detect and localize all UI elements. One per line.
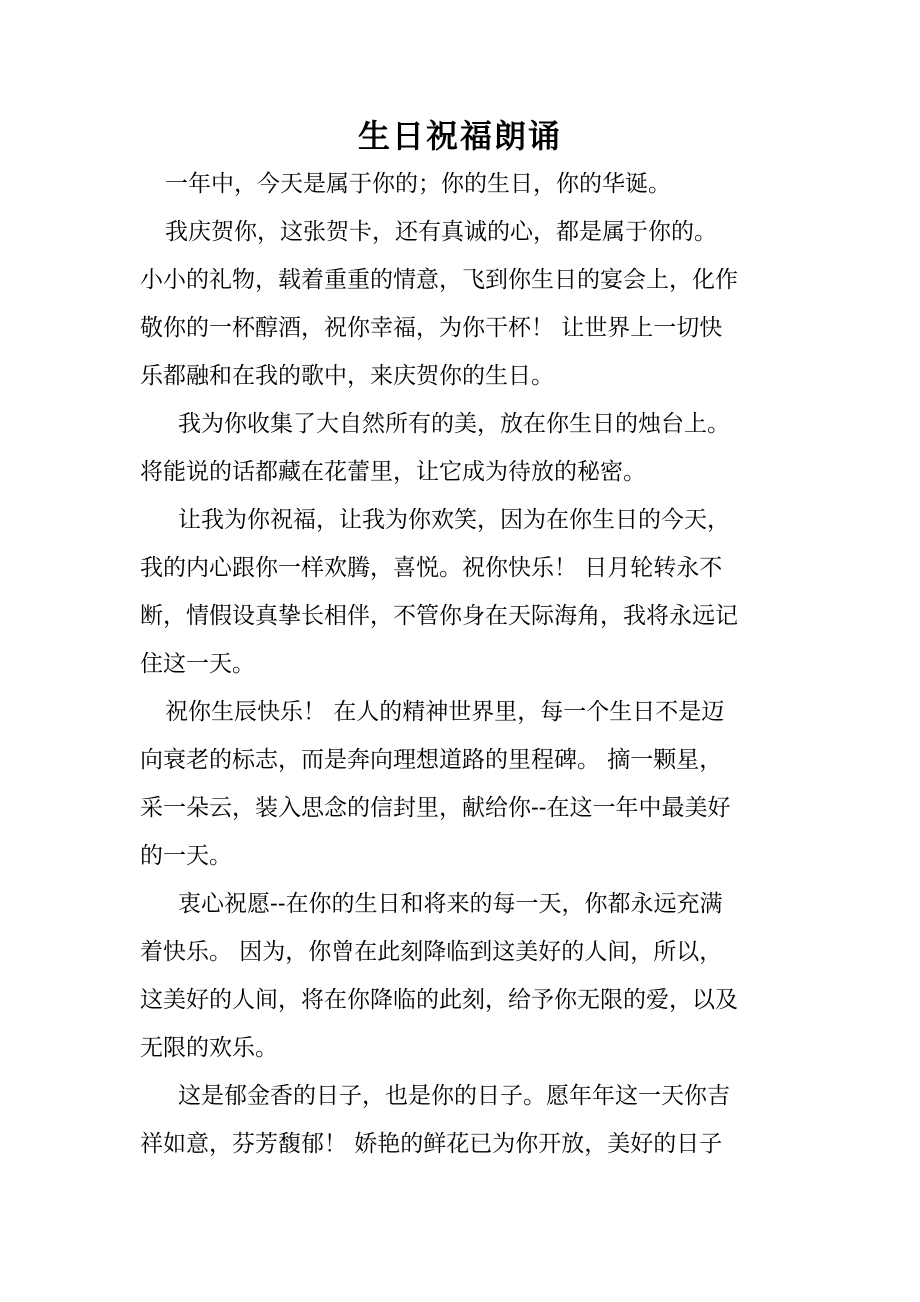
text-line: 向衰老的标志，而是奔向理想道路的里程碑。 摘一颗星， — [140, 747, 723, 773]
text-line: 祝你生辰快乐！ 在人的精神世界里，每一个生日不是迈 — [165, 699, 725, 725]
document-title: 生日祝福朗诵 — [357, 117, 562, 155]
text-line: 衷心祝愿--在你的生日和将来的每一天，你都永远充满 — [178, 891, 723, 917]
text-line: 这美好的人间，将在你降临的此刻，给予你无限的爱，以及 — [140, 987, 738, 1013]
text-line: 将能说的话都藏在花蕾里，让它成为待放的秘密。 — [140, 459, 646, 485]
text-line: 敬你的一杯醇酒，祝你幸福，为你干杯！ 让世界上一切快 — [140, 315, 723, 341]
text-line: 住这一天。 — [140, 651, 255, 677]
text-line: 让我为你祝福，让我为你欢笑，因为在你生日的今天， — [178, 507, 730, 533]
text-line: 断，情假设真挚长相伴，不管你身在天际海角，我将永远记 — [140, 603, 738, 629]
text-line: 我庆贺你，这张贺卡，还有真诚的心，都是属于你的。 — [165, 219, 717, 245]
text-line: 无限的欢乐。 — [140, 1035, 278, 1061]
text-line: 祥如意，芬芳馥郁！ 娇艳的鲜花已为你开放，美好的日子 — [140, 1131, 723, 1157]
text-line: 一年中，今天是属于你的；你的生日，你的华诞。 — [165, 171, 671, 197]
text-line: 的一天。 — [140, 843, 232, 869]
text-line: 小小的礼物，载着重重的情意，飞到你生日的宴会上，化作 — [140, 267, 738, 293]
text-line: 乐都融和在我的歌中，来庆贺你的生日。 — [140, 363, 554, 389]
text-line: 这是郁金香的日子，也是你的日子。愿年年这一天你吉 — [178, 1083, 730, 1109]
text-line: 我的内心跟你一样欢腾，喜悦。祝你快乐！ 日月轮转永不 — [140, 555, 723, 581]
text-line: 采一朵云，装入思念的信封里，献给你--在这一年中最美好 — [140, 795, 731, 821]
text-line: 我为你收集了大自然所有的美，放在你生日的烛台上。 — [178, 411, 730, 437]
text-line: 着快乐。 因为，你曾在此刻降临到这美好的人间，所以， — [140, 939, 723, 965]
